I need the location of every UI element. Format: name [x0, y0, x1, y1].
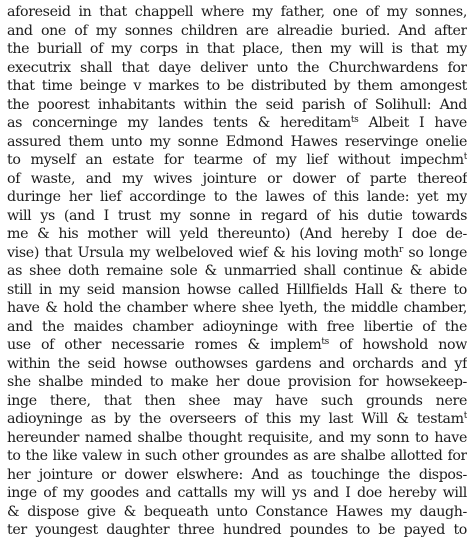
text-line: of waste, and my wives jointure or dower of parte thereof [7, 170, 467, 187]
superscript: ts [321, 337, 329, 347]
text-line: me & his mother will yeld thereunto) (And hereby I doe de- [7, 226, 467, 242]
text-line: have & hold the chamber where shee lyeth, the middle chamber, [7, 300, 467, 316]
superscript: ts [350, 115, 359, 125]
text-line: to the like valew in such other groundes as are shalbe allotted for [7, 448, 467, 464]
text-line: and the maides chamber adioyninge with free libertie of the [7, 318, 467, 335]
document-page [7, 3, 467, 540]
text-line: will ys (and I trust my sonne in regard of his dutie towards [7, 207, 467, 224]
text-line: the buriall of my corps in that place, then my will is that my [7, 41, 467, 57]
superscript: t [463, 411, 467, 421]
text-line: use of other necessarie romes & implem$^{ts}$ of howshold now [7, 337, 467, 353]
text-line: inge of my goodes and cattalls my will ys and I doe hereby will [7, 485, 467, 501]
text-line: the poorest inhabitants within the seid parish of Solihull: And [7, 96, 467, 113]
text-line: duringe her lief accordinge to the lawes of this lande: yet my [7, 189, 467, 205]
superscript: r [398, 244, 403, 255]
superscript: t [463, 152, 467, 162]
text-line: and one of my sonnes children are alreadie buried. And after [7, 22, 467, 39]
text-line: & dispose give & bequeath unto Constance Hawes my daugh- [7, 503, 467, 520]
text-line: assured them unto my sonne Edmond Hawes reservinge onelie [7, 133, 467, 150]
text-line: within the seid howse outhowses gardens and orchards and yf [7, 355, 467, 372]
text-line: that time beinge v markes to be distributed by them amongest [7, 78, 467, 94]
text-line: as concerninge my landes tents & hereditam$^{ts}$ Albeit I have [7, 115, 467, 131]
text-line: aforeseid in that chappell where my father, one of my sonnes, [7, 4, 467, 20]
text-line: still in my seid mansion howse called Hillfields Hall & there to [7, 281, 467, 298]
text-line: adioyninge as by the overseers of this my last Will & testam$^t$ [7, 411, 467, 427]
text-line: ter youngest daughter three hundred poundes to be payed to [7, 522, 467, 538]
text-line: executrix shall that daye deliver unto the Churchwardens for [7, 59, 467, 76]
text-line: her jointure or dower elswhere: And as touchinge the dispos- [7, 466, 467, 483]
text-line: inge there, that then shee may have such grounds nere [7, 392, 467, 409]
text-line: she shalbe minded to make her doue provision for howsekeep- [7, 374, 467, 390]
text-line: vise) that Ursula my welbeloved wief & his loving moth$^r$ so longe [7, 244, 467, 261]
text-line: as shee doth remaine sole & unmarried shall continue & abide [7, 263, 467, 279]
text-line: hereunder named shalbe thought requisite, and my sonn to have [7, 429, 467, 446]
text-line: to myself an estate for tearme of my lief without impechm$^t$ [7, 152, 467, 168]
